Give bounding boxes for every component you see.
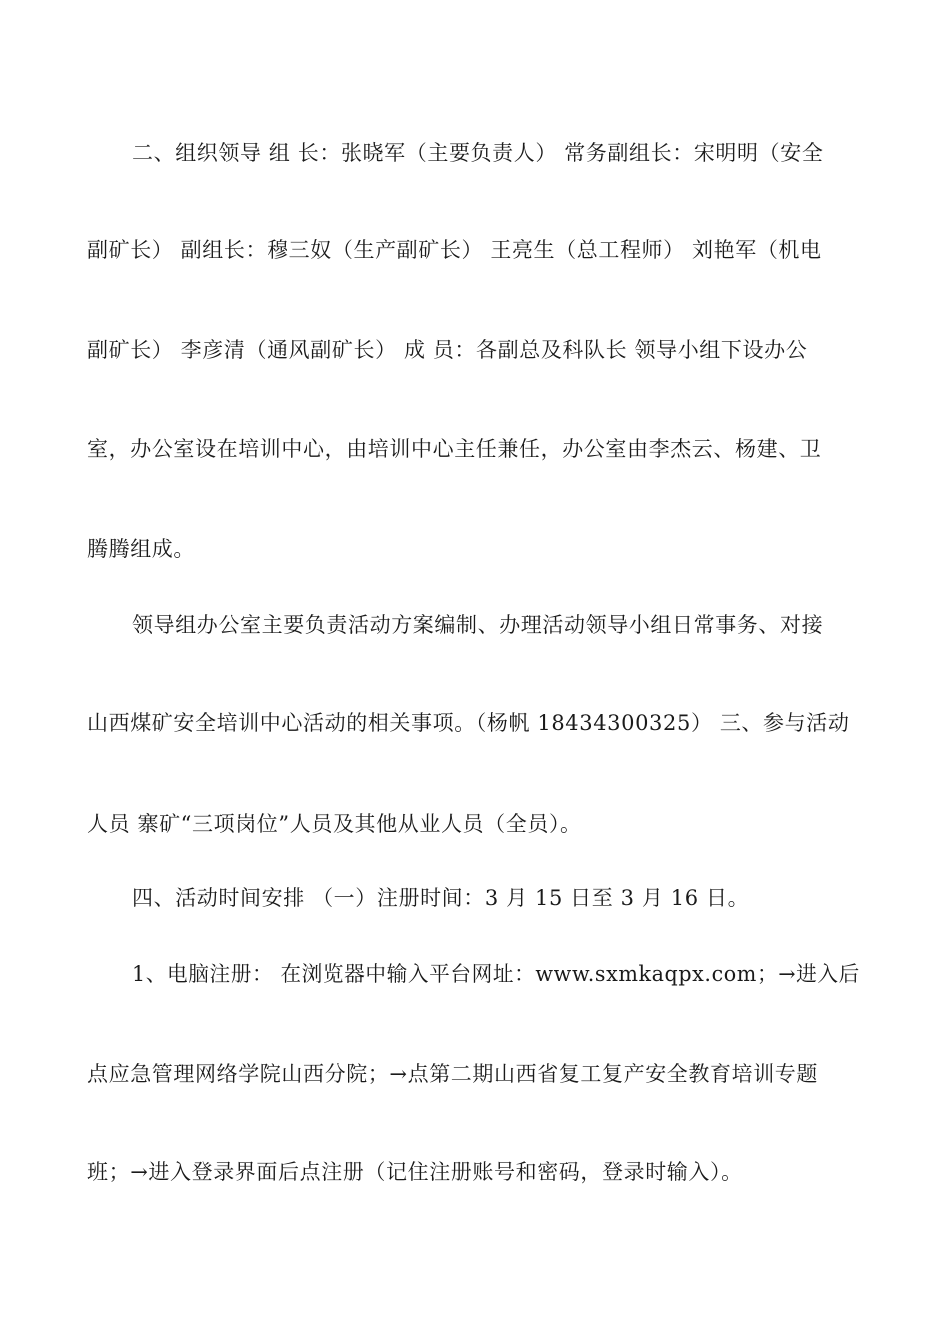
paragraph-line-11: 点应急管理网络学院山西分院；→点第二期山西省复工复产安全教育培训专题 [87,1062,818,1086]
paragraph-line-5: 腾腾组成。 [87,537,195,561]
paragraph-line-6: 领导组办公室主要负责活动方案编制、办理活动领导小组日常事务、对接 [132,613,824,637]
paragraph-line-12: 班；→进入登录界面后点注册（记住注册账号和密码，登录时输入）。 [87,1160,743,1184]
paragraph-line-4: 室，办公室设在培训中心，由培训中心主任兼任，办公室由李杰云、杨建、卫 [87,437,822,461]
paragraph-line-7: 山西煤矿安全培训中心活动的相关事项。（杨帆 18434300325） 三、参与活动 [87,711,850,735]
paragraph-line-9: 四、活动时间安排 （一）注册时间：3 月 15 日至 3 月 16 日。 [132,886,750,910]
paragraph-line-3: 副矿长） 李彦清（通风副矿长） 成 员：各副总及科队长 领导小组下设办公 [87,338,808,362]
paragraph-line-10: 1、电脑注册： 在浏览器中输入平台网址：www.sxmkaqpx.com；→进入后 [132,962,860,986]
paragraph-line-2: 副矿长） 副组长：穆三奴（生产副矿长） 王亮生（总工程师） 刘艳军（机电 [87,238,822,262]
paragraph-line-1: 二、组织领导 组 长：张晓军（主要负责人） 常务副组长：宋明明（安全 [132,141,824,165]
paragraph-line-8: 人员 寨矿“三项岗位”人员及其他从业人员（全员）。 [87,812,582,836]
